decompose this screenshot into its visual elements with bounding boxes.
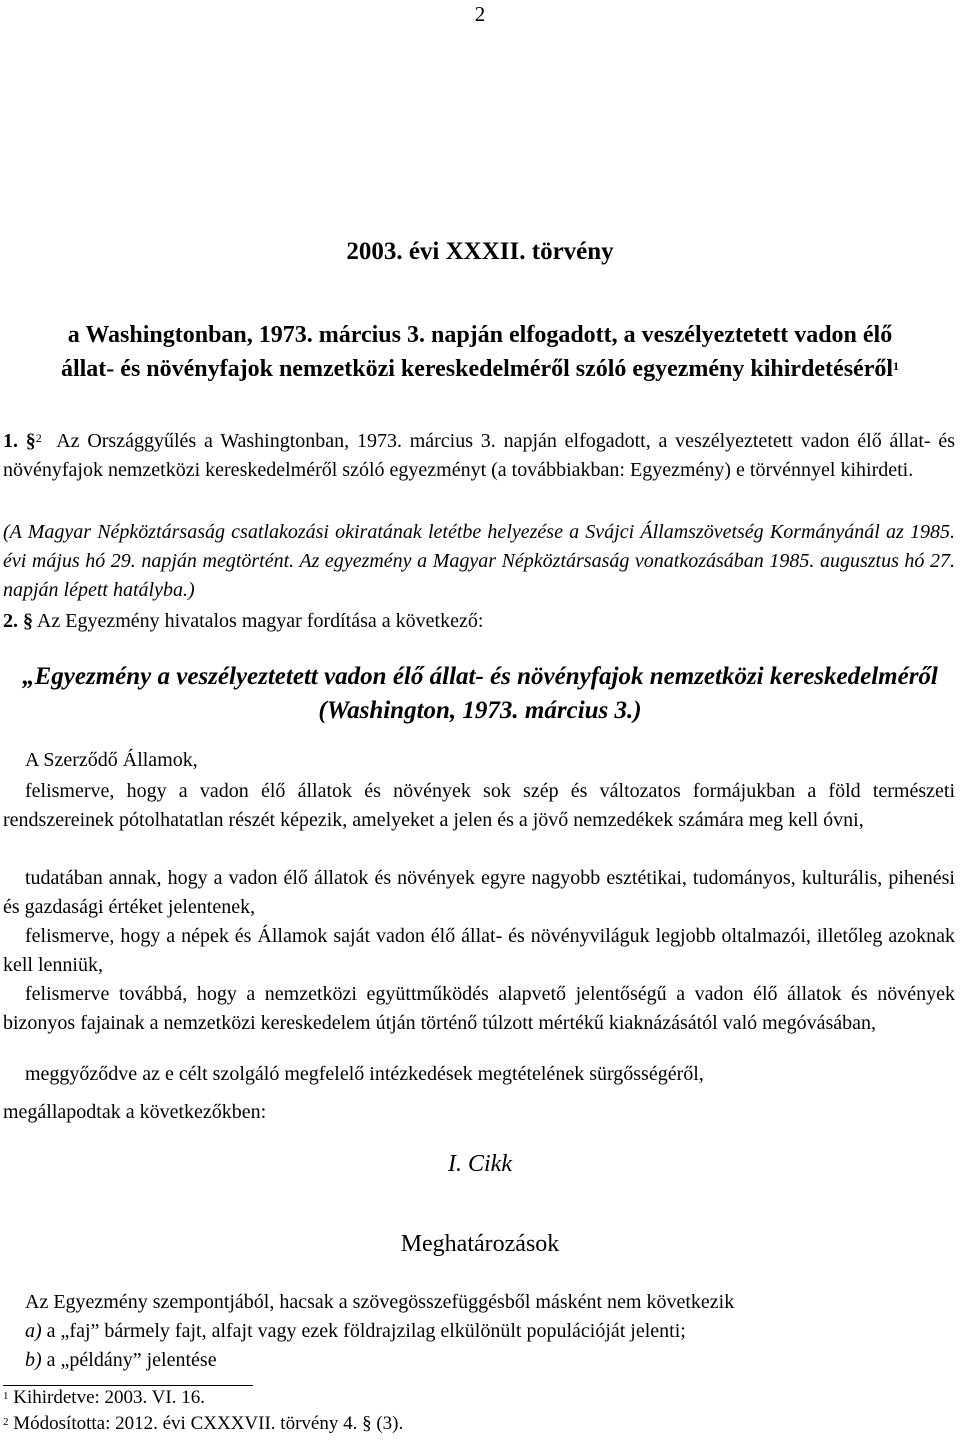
agreement-statement: megállapodtak a következőkben: <box>3 1101 267 1123</box>
footnote-1-number: 1 <box>3 1390 9 1402</box>
footnote-separator <box>3 1385 253 1386</box>
footnote-2-text: Módosította: 2012. évi CXXXVII. törvény 4. § (3). <box>13 1413 404 1434</box>
section-1-text: Az Országgyűlés a Washingtonban, 1973. március 3. napján elfogadott, a veszélyeztetett vadon élő állat- és növényfajok nemzetközi kereskedelméről szóló egyezményt (a továbbiakban: Egyezmény) e törvénnyel kihirdeti. <box>3 430 956 481</box>
definition-a-text: a „faj” bármely fajt, alfajt vagy ezek földrajzilag elkülönült populációját jelenti; <box>46 1320 686 1342</box>
preamble-3: felismerve, hogy a népek és Államok saját vadon élő állat- és növényviláguk legjobb oltalmazói, illetőleg azoknak kell lenniük, <box>3 925 955 976</box>
law-subtitle-text: a Washingtonban, 1973. március 3. napján elfogadott, a veszélyeztetett vadon élő állat- és növényfajok nemzetközi kereskedelméről szóló egyezmény kihirdetéséről <box>60 322 894 382</box>
article-heading: I. Cikk <box>448 1151 512 1177</box>
page-number: 2 <box>474 2 486 26</box>
footnote-1 <box>3 1387 205 1409</box>
effective-date-note: (A Magyar Népköztársaság csatlakozási okiratának letétbe helyezése a Svájci Államszövetség Kormányánál az 1985. évi május hó 29. napján megtörtént. Az egyezmény a Magyar Népköztársaság vonatkozásában 1985. augusztus hó 27. napján lépett hatályba.) <box>3 521 955 601</box>
section-1 <box>3 427 955 485</box>
convention-title: „Egyezmény a veszélyeztetett vadon élő állat- és növényfajok nemzetközi kereskedelméről (Washington, 1973. március 3.) <box>22 663 938 724</box>
definition-a-label: a) <box>25 1320 42 1342</box>
definition-b-label: b) <box>25 1349 42 1371</box>
preamble-5: meggyőződve az e célt szolgáló megfelelő intézkedések megtételének sürgősségéről, <box>25 1063 704 1085</box>
section-2-text: Az Egyezmény hivatalos magyar fordítása a következő: <box>36 610 484 632</box>
footnote-ref-1: 1 <box>893 359 900 373</box>
preamble-1: felismerve, hogy a vadon élő állatok és növények sok szép és változatos formájukban a föld természeti rendszereinek pótolhatatlan részét képezik, amelyeket a jelen és a jövő nemzedékek számára meg kell óvni, <box>3 780 955 831</box>
definition-a <box>25 1317 686 1346</box>
definitions-intro: Az Egyezmény szempontjából, hacsak a szövegösszefüggésből másként nem következik <box>25 1291 735 1313</box>
contracting-states: A Szerződő Államok, <box>25 749 198 771</box>
footnote-2 <box>3 1413 403 1435</box>
footnote-1-text: Kihirdetve: 2003. VI. 16. <box>13 1387 205 1408</box>
footnote-ref-2: 2 <box>35 431 42 445</box>
law-subtitle <box>40 318 920 386</box>
law-title: 2003. évi XXXII. törvény <box>346 238 614 265</box>
definition-b <box>25 1346 217 1375</box>
section-2 <box>3 607 955 636</box>
section-2-number: 2. § <box>3 610 33 632</box>
footnote-2-number: 2 <box>3 1416 9 1428</box>
definition-b-text: a „példány” jelentése <box>46 1349 217 1371</box>
preamble-2: tudatában annak, hogy a vadon élő állatok és növények egyre nagyobb esztétikai, tudományos, kulturális, pihenési és gazdasági értéket jelentenek, <box>3 867 955 918</box>
section-1-number: 1. § <box>3 430 36 452</box>
section-heading: Meghatározások <box>400 1231 560 1257</box>
preamble-4: felismerve továbbá, hogy a nemzetközi együttműködés alapvető jelentőségű a vadon élő állatok és növények bizonyos fajainak a nemzetközi kereskedelem útján történő túlzott mértékű kiaknázásától való megóvásában, <box>3 983 955 1034</box>
